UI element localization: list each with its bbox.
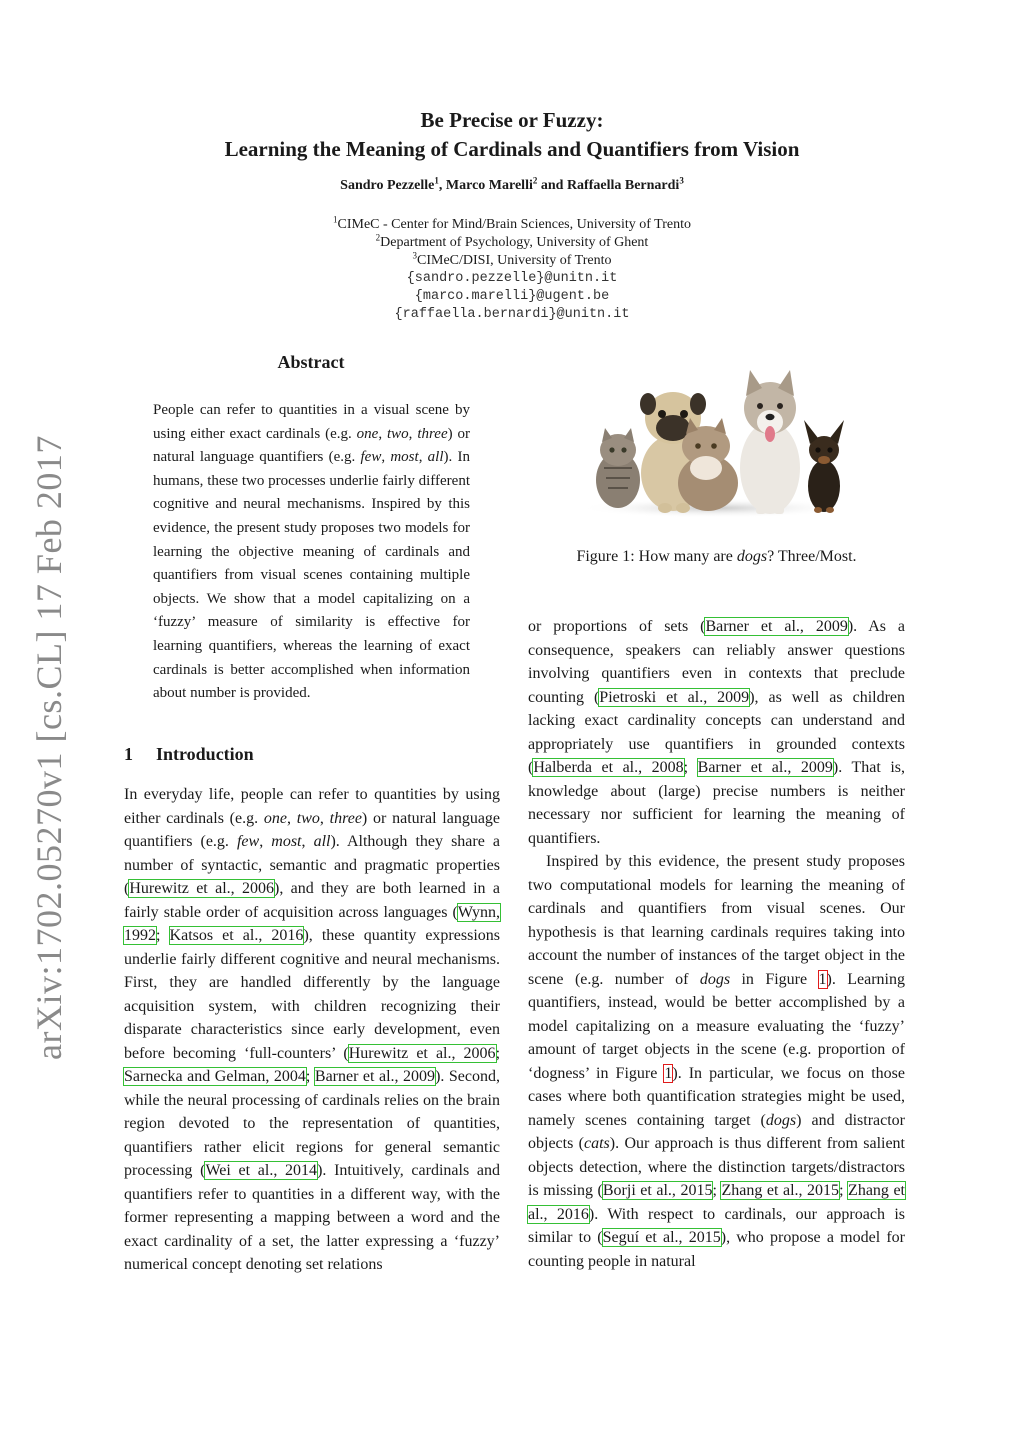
affil-mark: 3 [412,250,418,261]
paragraph: Inspired by this evidence, the present study proposes two computational models for learning the meaning of cardinals and quantifiers from visual scenes. Our hypothesis is that learning cardinals requires taking into account the number of instances of the target object in the scene (e.g. number of dogs in Figure 1). Learning quantifiers, instead, would be better accomplished by a model capitalizing on a measure evaluating the ‘fuzzy’ amount of target objects in the scene (e.g. proportion of ‘dogness’ in Figure 1). In particular, we focus on those cases where both quantification strategies might be used, namely scenes containing target (dogs) and distractor objects (cats). Our approach is thus different from salient objects detection, where the distinction targets/distractors is missing (Borji et al., 2015; Zhang et al., 2015; Zhang et al., 2016). With respect to cardinals, our approach is similar to (Seguí et al., 2015), who propose a model for counting people in natural [528,853,906,1270]
citation-link[interactable]: Barner et al., 2009 [705,618,848,635]
citation-link[interactable]: Seguí et al., 2015 [602,1229,721,1246]
abstract-heading: Abstract [277,352,345,372]
citation-link[interactable]: Hurewitz et al., 2006 [348,1044,496,1062]
chihuahua-dog-icon [804,420,844,513]
affil-mark: 2 [375,232,381,243]
citation-link[interactable]: Katsos et al., 2016 [169,927,304,944]
citation-link[interactable]: Sarnecka and Gelman, 2004 [124,1068,306,1085]
affil-text: CIMeC - Center for Mind/Brain Sciences, University of Trento [337,217,691,232]
figure-1-image [578,368,850,518]
author-list [0,175,1024,194]
affiliation-line [0,252,1024,270]
email-address[interactable]: {marco.marelli}@ugent.be [414,289,610,304]
author-separator: , [438,178,446,193]
citation-link[interactable]: Zhang et al., 2015 [721,1182,840,1199]
citation-link[interactable]: Halberda et al., 2008 [533,759,684,776]
intro-paragraphs-right [528,615,905,1273]
citation-link[interactable]: Zhang et al., 2016 [528,1182,906,1223]
paper-title [0,106,1024,164]
author-name: Raffaella Bernardi [566,178,680,193]
citation-link[interactable]: Barner et al., 2009 [314,1068,436,1085]
affil-mark: 1 [333,214,338,225]
figure-1-caption: Figure 1: How many are dogs? Three/Most. [576,548,857,565]
author-name: Marco Marelli [445,178,533,193]
paragraph: or proportions of sets (Barner et al., 2009). As a consequence, speakers can reliably answer questions involving quantifiers even in contexts that preclude counting (Pietroski et al., 2009), as well as children lacking exact cardinality concepts can understand and appropriately use quantifiers in grounded contexts (Halberda et al., 2008; Barner et al., 2009). That is, knowledge about (large) precise numbers is neither necessary nor sufficient for learning the meaning of quantifiers. [528,618,906,847]
abstract-body: People can refer to quantities in a visual scene by using either exact cardinals (e.g. one, two, three) or natural language quantifiers (e.g. few, most, all). In humans, these two processes underlie fairly different cognitive and neural mechanisms. Inspired by this evidence, the present study proposes two models for learning the objective meaning of cardinals and quantifiers from visual scenes containing multiple objects. We show that a model capitalizing on a ‘fuzzy’ measure of similarity is effective for learning quantifiers, whereas the learning of exact cardinals is better accomplished when information about number is provided. [153,402,471,702]
citation-link[interactable]: Pietroski et al., 2009 [599,688,750,706]
intro-paragraph-left: In everyday life, people can refer to quantities by using either cardinals (e.g. one, two, three) or natural language quantifiers (e.g. few, most, all). Although they share a number of syntactic, semantic and pragmatic properties (Hurewitz et al., 2006), and they are both learned in a fairly stable order of acquisition across languages (Wynn, 1992; Katsos et al., 2016), these quantity expressions underlie fairly different cognitive and neural mechanisms. First, they are handled differently by the language acquisition system, with children recognizing their disparate characteristics since early development, even before becoming ‘full-counters’ (Hurewitz et al., 2006; Sarnecka and Gelman, 2004; Barner et al., 2009). Second, while the neural processing of cardinals relies on the brain region devoted to the representation of quantities, quantifiers rather elicit regions for general semantic processing (Wei et al., 2014). Intuitively, cardinals and quantifiers refer to quantities in a different way, with the former representing a mapping between a word and the exact cardinality of a set, the latter expressing a ‘fuzzy’ numerical concept denoting set relations [124,786,501,1273]
citation-link[interactable]: Wynn, 1992 [124,903,500,944]
author-affil-mark: 3 [679,175,684,186]
section-heading-introduction [124,744,254,765]
affil-text: CIMeC/DISI, University of Trento [417,253,612,268]
email-address[interactable]: {raffaella.bernardi}@unitn.it [394,307,630,322]
husky-dog-icon [740,370,800,514]
author-separator: and [537,178,567,193]
affiliations [0,216,1024,324]
fluffy-cat-icon [678,418,738,511]
figure-reference-link[interactable]: 1 [818,970,827,988]
arxiv-identifier-stamp: arXiv:1702.05270v1 [cs.CL] 17 Feb 2017 [29,435,69,1060]
affil-text: Department of Psychology, University of Ghent [380,235,649,250]
affiliation-line [0,234,1024,252]
author-affil-mark: 1 [434,175,439,186]
section-title: Introduction [156,744,254,764]
citation-link[interactable]: Borji et al., 2015 [602,1182,713,1199]
section-number: 1 [124,744,133,764]
title-line-1: Be Precise or Fuzzy: [420,108,604,132]
affiliation-line [0,216,1024,234]
author-affil-mark: 2 [532,175,538,186]
citation-link[interactable]: Barner et al., 2009 [697,759,833,776]
email-address[interactable]: {sandro.pezzelle}@unitn.it [406,271,618,286]
citation-link[interactable]: Wei et al., 2014 [205,1162,318,1179]
author-name: Sandro Pezzelle [340,178,435,193]
figure-reference-link[interactable]: 1 [664,1064,673,1082]
kitten-tabby-icon [596,428,640,508]
title-line-2: Learning the Meaning of Cardinals and Quantifiers from Vision [224,137,800,161]
citation-link[interactable]: Hurewitz et al., 2006 [129,880,274,897]
